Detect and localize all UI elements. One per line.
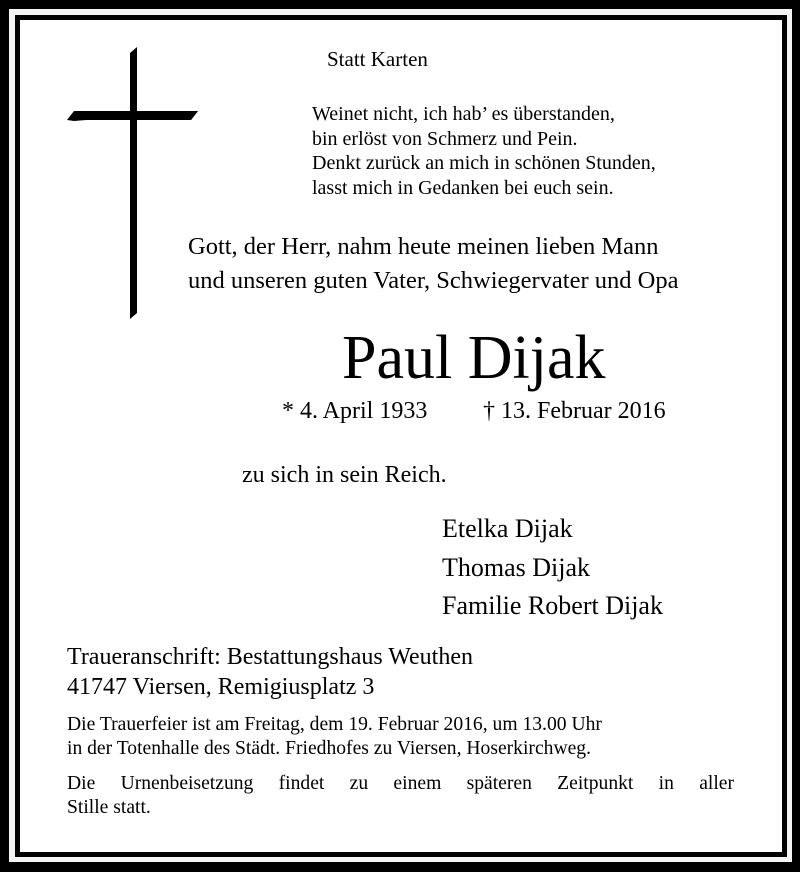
mourners-list (442, 510, 663, 626)
poem-line: bin erlöst von Schmerz und Pein. (312, 127, 578, 150)
mourner: Thomas Dijak (442, 552, 591, 582)
poem (312, 102, 656, 200)
burial-line: Die Urnenbeisetzung findet zu einem späteren Zeitpunkt in aller (67, 773, 734, 794)
address-line: Traueranschrift: Bestattungshaus Weuthen (67, 644, 473, 670)
death-date: † 13. Februar 2016 (483, 398, 666, 424)
address-line: 41747 Viersen, Remigiusplatz 3 (67, 674, 375, 700)
poem-line: lasst mich in Gedanken bei euch sein. (312, 176, 614, 199)
header-note: Statt Karten (327, 47, 428, 71)
service-line: Die Trauerfeier ist am Freitag, dem 19. Februar 2016, um 13.00 Uhr (67, 714, 602, 735)
burial-line: Stille statt. (67, 797, 151, 818)
mourner: Etelka Dijak (442, 514, 573, 543)
intro-line: Gott, der Herr, nahm heute meinen lieben Mann (188, 233, 659, 260)
intro-text (188, 230, 678, 298)
mourning-address (67, 642, 473, 702)
intro-line: und unseren guten Vater, Schwiegervater und Opa (188, 267, 679, 294)
obituary-notice (20, 20, 782, 852)
service-info (67, 713, 734, 761)
closing-line: zu sich in sein Reich. (242, 462, 447, 488)
birth-date: * 4. April 1933 (282, 398, 428, 424)
poem-line: Denkt zurück an mich in schönen Stunden, (312, 152, 656, 174)
poem-line: Weinet nicht, ich hab’ es überstanden, (312, 103, 615, 125)
mourner: Familie Robert Dijak (442, 591, 663, 620)
burial-info (67, 772, 734, 820)
deceased-name: Paul Dijak (342, 324, 606, 392)
service-line: in der Totenhalle des Städt. Friedhofes zu Viersen, Hoserkirchweg. (67, 738, 591, 759)
